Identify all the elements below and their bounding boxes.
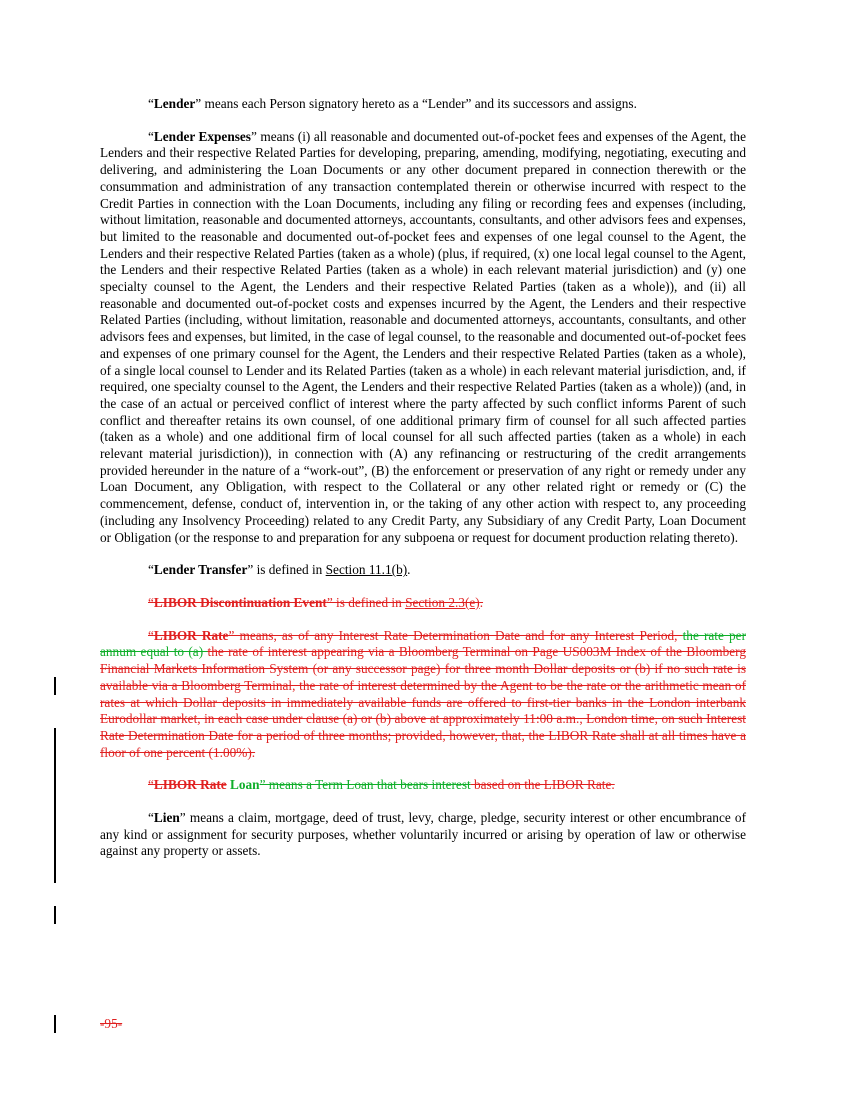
change-bar: [54, 1015, 56, 1033]
section-reference[interactable]: Section 11.1(b): [325, 562, 408, 578]
clause-reference: (b): [375, 711, 392, 727]
moved-text: the rate per annum equal to (a): [100, 627, 746, 660]
term-lender-expenses: Lender Expenses: [153, 128, 251, 144]
definition-lender-transfer: “Lender Transfer” is defined in Section 11.1(b).: [148, 562, 411, 578]
moved-text: ” means a Term Loan that bears interest: [259, 777, 471, 793]
page-number: -95-: [100, 1016, 123, 1031]
term-libor-rate: LIBOR Rate: [153, 627, 229, 643]
definition-libor-rate-loan-deleted: “LIBOR Rate Loan” means a Term Loan that bears interest based on the LIBOR Rate.: [148, 777, 615, 793]
definition-text: means (i) all reasonable and documented out-of-pocket fees and expenses of the Agent, the Lenders and their respective Related Parties for developing, preparing, amending, modifying, negotiating, executing and delivering, and administering the Loan Documents or any other document prepared in connection therewith or the consummation and administration of any transaction contemplated therein or otherwise incurred with respect to the Credit Parties in connection with the Loan Documents, including any filing or recording fees and expenses (including, without limitation, reasonable and documented attorneys, accountants, consultants, and other advisors fees and expenses, but limited to the reasonable and documented out-of-pocket fees and expenses of one legal counsel to the Agent, the Lenders and their respective Related Parties (taken as a whole) (plus, if required, (x) one local legal counsel to the Agent, the Lenders and their respective Related Parties (taken as a whole) in each relevant material jurisdiction) and (y) one specialty counsel to the Agent, the Lenders and their respective Related Parties (taken as a whole)), and (ii) all reasonable and documented out-of-pocket costs and expenses incurred by the Agent, the Lenders and their respective Related Parties (including, without limitation, reasonable and documented attorneys, accountants, consultants, and other advisors fees and expenses, but limited, in the case of legal counsel, to the reasonable and documented out-of-pocket fees and expenses of one primary counsel for the Agent, the Lenders and their respective Related Parties (taken as a whole), of a single local counsel to Lender and its Related Parties (taken as a whole) in each relevant material jurisdiction, and, if required, one specialty counsel to the Agent, the Lenders and their respective Related Parties (taken as a whole)) (and, in the case of an actual or perceived conflict of interest where the party affected by such conflict informs Parent of such conflict and thereafter retains its own counsel, of one additional primary firm of counsel for all such affected parties (taken as a whole) and one additional firm of local counsel for all such affected parties (taken as a whole) in each relevant material jurisdiction)), in connection with (A) any refinancing or restructuring of the credit arrangements provided hereunder in the nature of a “work-out”, (B) the enforcement or preservation of any right or remedy under any Loan Document, any Obligation, with respect to the Collateral or any other related right or remedy or (C) the commencement, defense, conduct of, intervention in, or the taking of any other action with respect to, any proceeding (including any Insolvency Proceeding) related to any Credit Party, any Subsidiary of any Credit Party, Loan Document or Obligation (or the response to and preparation for any subpoena or request for document production relating thereto).: [100, 128, 746, 545]
term-lender: Lender: [153, 96, 196, 111]
change-bar: [54, 728, 56, 883]
term-libor-rate-loan: LIBOR Rate: [153, 777, 227, 793]
term-libor-discontinuation: LIBOR Discontinuation Event: [153, 594, 327, 610]
definition-lender: “Lender” means each Person signatory hereto as a “Lender” and its successors and assigns.: [148, 96, 637, 111]
inserted-text: Loan: [226, 777, 260, 793]
definition-libor-rate-deleted: “LIBOR Rate” means, as of any Interest Rate Determination Date and for any Interest Period, the rate per annum equal to (a) the rate of interest appearing via a Bloomberg Terminal on Page US003M Index of the Bloomberg Financial Markets Information System (or any successor page) for three month Dollar deposits or (b) if no such rate is available via a Bloomberg Terminal, the rate of interest determined by the Agent to be the rate or the arithmetic mean of rates at which Dollar deposits in immediately available funds are offered to first-tier banks in the London interbank Eurodollar market, in each case under clause (a) or (b) above at approximately 11:00 a.m., London time, on such Interest Rate Determination Date for a period of three months; provided, however, that, the LIBOR Rate shall at all times have a floor of one percent (1.00%).: [100, 627, 746, 760]
change-bar: [54, 677, 56, 695]
definition-lender-expenses: “Lender Expenses” means (i) all reasonable and documented out-of-pocket fees and expenses of the Agent, the Lenders and their respective Related Parties for developing, preparing, amending, modifying, negotiating, executing and delivering, and administering the Loan Documents or any other document prepared in connection therewith or the consummation and administration of any transaction contemplated therein or otherwise incurred with respect to the Credit Parties in connection with the Loan Documents, including any filing or recording fees and expenses (including, without limitation, reasonable and documented attorneys, accountants, consultants, and other advisors fees and expenses, but limited to the reasonable and documented out-of-pocket fees and expenses of one legal counsel to the Agent, the Lenders and their respective Related Parties (taken as a whole) (plus, if required, (x) one local legal counsel to the Agent, the Lenders and their respective Related Parties (taken as a whole) in each relevant material jurisdiction) and (y) one specialty counsel to the Agent, the Lenders and their respective Related Parties (taken as a whole)), and (ii) all reasonable and documented out-of-pocket costs and expenses incurred by the Agent, the Lenders and their respective Related Parties (including, without limitation, reasonable and documented attorneys, accountants, consultants, and other advisors fees and expenses, but limited, in the case of legal counsel, to the reasonable and documented out-of-pocket fees and expenses of one primary counsel for the Agent, the Lenders and their respective Related Parties (taken as a whole), of a single local counsel to Lender and its Related Parties (taken as a whole) in each relevant material jurisdiction, and, if required, one specialty counsel to the Agent, the Lenders and their respective Related Parties (taken as a whole)) (and, in the case of an actual or perceived conflict of interest where the party affected by such conflict informs Parent of such conflict and thereafter retains its own counsel, of one additional primary firm of counsel for all such affected parties (taken as a whole) and one additional firm of local counsel for all such affected parties (taken as a whole) in each relevant material jurisdiction)), in connection with (A) any refinancing or restructuring of the credit arrangements provided hereunder in the nature of a “work-out”, (B) the enforcement or preservation of any right or remedy under any Loan Document, any Obligation, with respect to the Collateral or any other related right or remedy or (C) the commencement, defense, conduct of, intervention in, or the taking of any other action with respect to, any proceeding (including any Insolvency Proceeding) related to any Credit Party, any Subsidiary of any Credit Party, Loan Document or Obligation (or the response to and preparation for any subpoena or request for document production relating thereto).: [100, 128, 746, 545]
clause-reference: clause (a): [305, 711, 358, 727]
change-bar: [54, 906, 56, 924]
term-lender-transfer: Lender Transfer: [153, 562, 248, 578]
document-body: [100, 96, 746, 860]
term-lien: Lien: [153, 810, 180, 826]
definition-libor-discontinuation-deleted: “LIBOR Discontinuation Event” is defined in Section 2.3(e).: [148, 594, 484, 610]
definition-text: means each Person signatory hereto as a “Lender” and its successors and assigns.: [201, 96, 637, 111]
definition-text: means a claim, mortgage, deed of trust, levy, charge, pledge, security interest or other encumbrance of any kind or assignment for security purposes, whether voluntarily incurred or arising by operation of law or otherwise against any property or assets.: [100, 810, 746, 859]
section-reference[interactable]: Section 2.3(e): [405, 594, 480, 610]
definition-lien: “Lien” means a claim, mortgage, deed of trust, levy, charge, pledge, security interest or other encumbrance of any kind or assignment for security purposes, whether voluntarily incurred or arising by operation of law or otherwise against any property or assets.: [100, 810, 746, 859]
